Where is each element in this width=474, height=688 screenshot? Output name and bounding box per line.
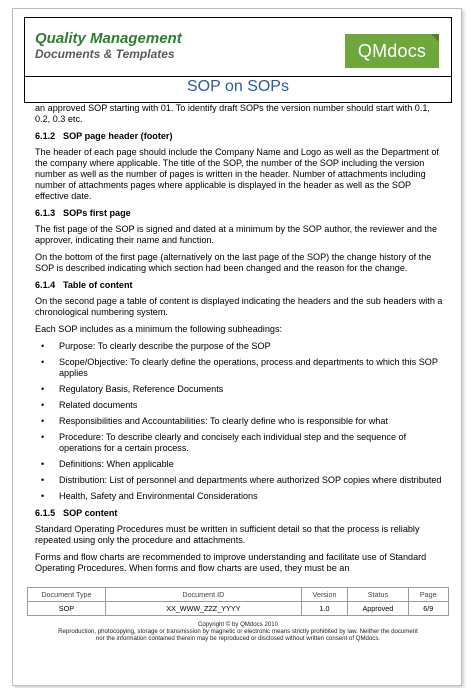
paragraph: On the bottom of the first page (alternatively on the last page of the SOP) the change history of the SOP is described indicating which section had been changed and the reason for the change. <box>35 252 432 273</box>
logo-text: QMdocs <box>357 41 427 61</box>
footer-value-cell: XX_WWW_ZZZ_YYYY <box>105 602 301 616</box>
list-item: • Scope/Objective: To clearly define the operations, process and departments to which this SOP applies <box>35 357 445 379</box>
paragraph: Standard Operating Procedures must be written in sufficient detail so that the process is reliably repeated using only the procedure and attachments. <box>35 524 420 545</box>
copyright-line: Copyright © by QMdocs 2010 <box>197 621 279 628</box>
paragraph: The header of each page should include the Company Name and Logo as well as the Department of the company where applicable. The title of the SOP, the number of the SOP including the version number as well as the number of pages is written in the header. Number of attachments including number of attachments pages where applicable is displayed in the header as well as the SOP effective date. <box>35 147 439 201</box>
notice-line: Reproduction, photocopying, storage or transmission by magnetic or electronic means strictly prohibited by law. Neither the document <box>58 628 418 636</box>
footer-value-row <box>28 602 449 616</box>
list-item: • Related documents <box>35 400 445 411</box>
qmdocs-logo <box>345 34 439 68</box>
section-title: SOP content <box>63 508 118 518</box>
logo-corner <box>431 34 439 42</box>
footer-header-row <box>28 588 449 602</box>
footer-value-cell: SOP <box>28 602 106 616</box>
brand-subtitle: Documents & Templates <box>35 47 175 61</box>
footer-header-cell: Document Type <box>28 588 106 602</box>
section-heading-613 <box>35 208 445 219</box>
footer-header-cell: Status <box>348 588 408 602</box>
list-item: • Definitions: When applicable <box>35 459 445 470</box>
section-heading-615 <box>35 508 445 519</box>
list-item: • Procedure: To describe clearly and concisely each individual step and the sequence of operations for a certain process. <box>35 432 445 454</box>
list-item: • Distribution: List of personnel and departments where authorized SOP copies where distributed <box>35 475 445 486</box>
section-heading-614 <box>35 280 445 291</box>
list-item: • Health, Safety and Environmental Considerations <box>35 491 445 502</box>
paragraph: Forms and flow charts are recommended to improve understanding and facilitate use of Standard Operating Procedures. When forms and flow charts are used, they must be an <box>35 552 427 573</box>
document-body <box>35 103 445 580</box>
document-page <box>12 8 462 686</box>
notice-line: nor the information contained therein may be reproduced or disclosed without written consent of QMdocs. <box>95 635 381 643</box>
footer-document-table <box>27 587 449 616</box>
footer-value-cell: 1.0 <box>301 602 347 616</box>
section-number: 6.1.3 <box>35 208 56 218</box>
section-number: 6.1.4 <box>35 280 56 290</box>
footer-header-cell: Page <box>408 588 448 602</box>
footer-header-cell: Document ID <box>105 588 301 602</box>
intro-paragraph: an approved SOP starting with 01. To identify draft SOPs the version number should start with 0.1, 0.2, 0.3 etc. <box>35 103 430 124</box>
footer-value-cell: Approved <box>348 602 408 616</box>
section-number: 6.1.5 <box>35 508 56 518</box>
list-item: • Purpose: To clearly describe the purpose of the SOP <box>35 341 445 352</box>
section-number: 6.1.2 <box>35 131 56 141</box>
document-title: SOP on SOPs <box>187 78 289 95</box>
section-heading-612 <box>35 131 445 142</box>
footer-header-cell: Version <box>301 588 347 602</box>
section-title: SOP page header (footer) <box>63 131 173 141</box>
section-title: Table of content <box>63 280 133 290</box>
header-brand-row <box>25 18 451 77</box>
paragraph: The fist page of the SOP is signed and dated at a minimum by the SOP author, the reviewer and the approver, indicating their name and function. <box>35 224 438 245</box>
paragraph: On the second page a table of content is displayed indicating the headers and the sub headers with a chronological numbering system. <box>35 296 443 317</box>
page-header <box>24 17 452 103</box>
list-item: • Regulatory Basis, Reference Documents <box>35 384 445 395</box>
brand-title: Quality Management <box>35 30 182 47</box>
copyright-notice <box>27 621 449 643</box>
section-title: SOPs first page <box>63 208 131 218</box>
list-item: • Responsibilities and Accountabilities: To clearly define who is responsible for what <box>35 416 445 427</box>
footer-value-cell: 6/9 <box>408 602 448 616</box>
paragraph: Each SOP includes as a minimum the following subheadings: <box>35 324 283 334</box>
